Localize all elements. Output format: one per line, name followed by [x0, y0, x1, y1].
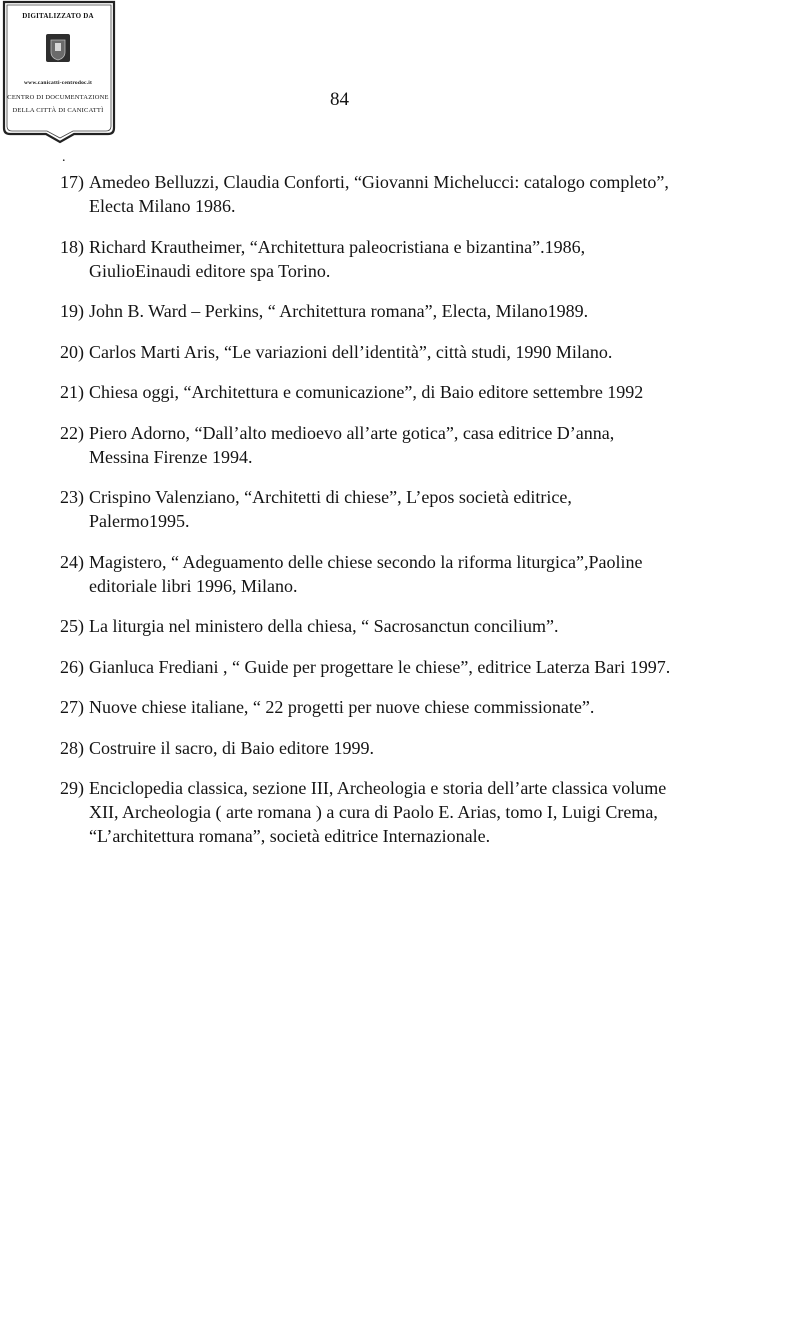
entry-text-line: Chiesa oggi, “Architettura e comunicazione”, di Baio editore settembre 1992: [89, 382, 644, 402]
entry-text-line: “L’architettura romana”, società editrice Internazionale.: [89, 826, 491, 846]
entry-number: 24): [60, 551, 84, 572]
stamp-frame: [2, 0, 118, 144]
entry-number: 27): [60, 697, 84, 717]
digitization-stamp: [2, 0, 116, 142]
entry-text-line: XII, Archeologia ( arte romana ) a cura di Paolo E. Arias, tomo I, Luigi Crema,: [89, 802, 658, 822]
entry-number: 22): [60, 422, 84, 443]
bibliography-entry: [60, 421, 760, 469]
entry-text-line: Electa Milano 1986.: [89, 196, 236, 216]
entry-text-line: Piero Adorno, “Dall’alto medioevo all’arte gotica”, casa editrice D’anna,: [89, 422, 615, 443]
bibliography-entry: [60, 550, 760, 598]
entry-number: 23): [60, 487, 84, 507]
bibliography-entry: [60, 299, 760, 323]
stamp-line-1: CENTRO DI DOCUMENTAZIONE: [7, 94, 109, 101]
bibliography-entry: [60, 485, 760, 533]
entry-text-line: editoriale libri 1996, Milano.: [89, 575, 298, 596]
stamp-url: www.canicatti-centrodoc.it: [23, 80, 93, 86]
bibliography-list: [60, 170, 760, 865]
stamp-line-2: DELLA CITTÀ DI CANICATTÌ: [12, 107, 104, 114]
page-number: 84: [330, 89, 349, 110]
entry-number: 28): [60, 737, 84, 758]
entry-text-line: Carlos Marti Aris, “Le variazioni dell’identità”, città studi, 1990 Milano.: [89, 341, 613, 362]
entry-text-line: GiulioEinaudi editore spa Torino.: [89, 260, 331, 281]
entry-text-line: Palermo1995.: [89, 511, 190, 531]
stamp-header: DIGITALIZZATO DA: [22, 12, 94, 20]
entry-text-line: John B. Ward – Perkins, “ Architettura romana”, Electa, Milano1989.: [89, 301, 589, 321]
entry-text-line: La liturgia nel ministero della chiesa, “ Sacrosanctun concilium”.: [89, 616, 559, 636]
bibliography-entry: [60, 736, 760, 760]
entry-number: 29): [60, 778, 84, 798]
entry-number: 17): [60, 172, 84, 192]
entry-text-line: Richard Krautheimer, “Architettura paleocristiana e bizantina”.1986,: [89, 236, 586, 257]
entry-text-line: Enciclopedia classica, sezione III, Archeologia e storia dell’arte classica volume: [89, 778, 667, 798]
entry-text-line: Nuove chiese italiane, “ 22 progetti per nuove chiese commissionate”.: [89, 697, 595, 717]
entry-text-line: Amedeo Belluzzi, Claudia Conforti, “Giovanni Michelucci: catalogo completo”,: [89, 172, 669, 192]
bibliography-entry: [60, 655, 760, 679]
entry-number: 21): [60, 382, 84, 402]
entry-text-line: Crispino Valenziano, “Architetti di chiese”, L’epos società editrice,: [89, 487, 572, 507]
shield-emblem-icon: [46, 34, 70, 62]
bibliography-entry: [60, 614, 760, 638]
entry-text-line: Magistero, “ Adeguamento delle chiese secondo la riforma liturgica”,Paoline: [89, 551, 643, 572]
entry-number: 25): [60, 616, 84, 636]
stray-mark: .: [62, 150, 66, 165]
bibliography-entry: [60, 235, 760, 283]
entry-number: 19): [60, 301, 84, 321]
bibliography-entry: [60, 380, 760, 404]
entry-text-line: Gianluca Frediani , “ Guide per progettare le chiese”, editrice Laterza Bari 1997.: [89, 656, 671, 677]
bibliography-entry: [60, 695, 760, 719]
bibliography-entry: [60, 340, 760, 364]
entry-text-line: Costruire il sacro, di Baio editore 1999.: [89, 737, 374, 758]
entry-number: 26): [60, 656, 84, 677]
bibliography-entry: [60, 170, 760, 218]
entry-text-line: Messina Firenze 1994.: [89, 446, 253, 467]
bibliography-entry: [60, 776, 760, 848]
entry-number: 20): [60, 341, 84, 362]
entry-number: 18): [60, 236, 84, 257]
